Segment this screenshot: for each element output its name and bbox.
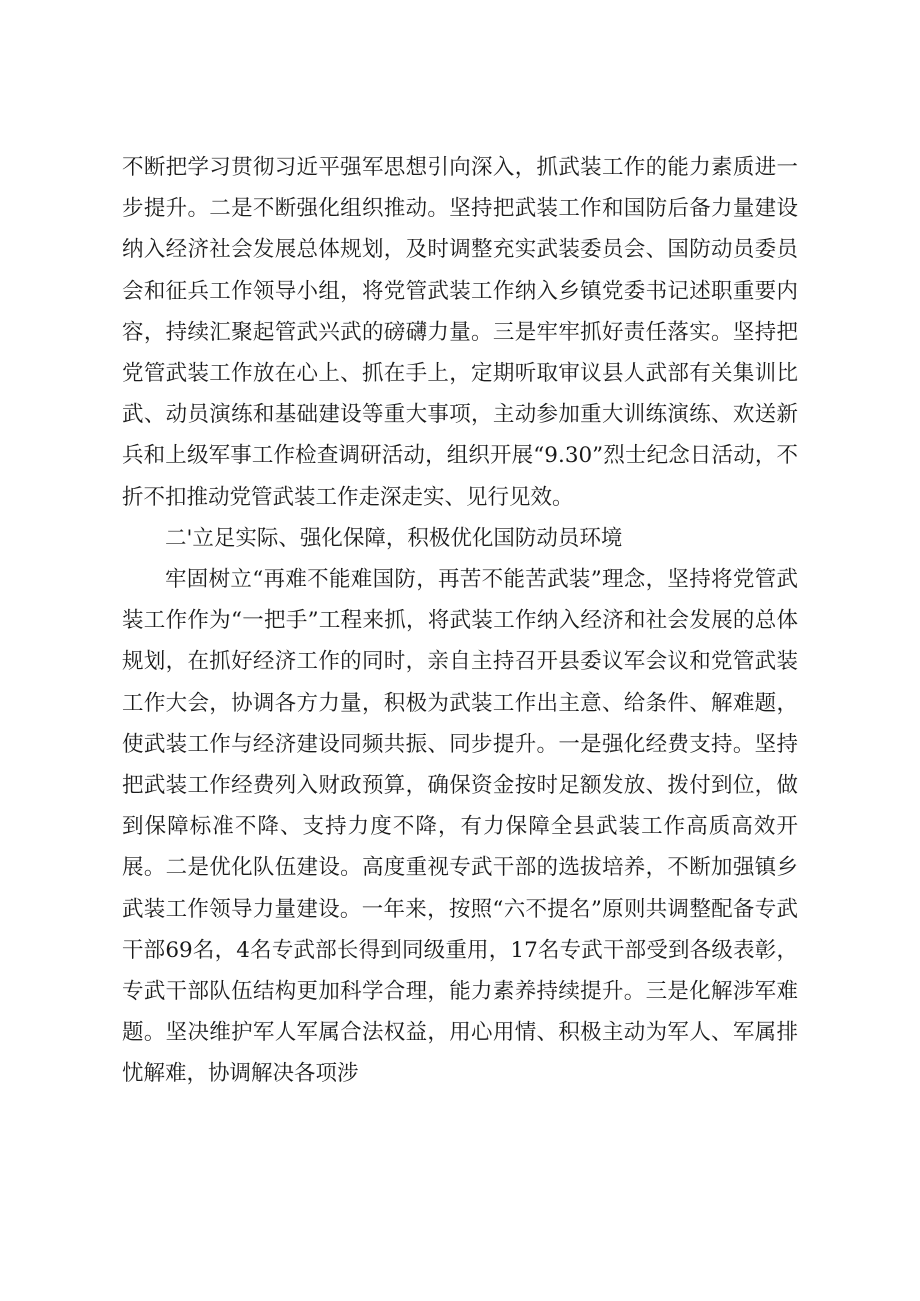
paragraph-section-two: 牢固树立“再难不能难国防，再苦不能苦武装”理念，坚持将党管武装工作作为“一把手”工程来抓，将武装工作纳入经济和社会发展的总体规划，在抓好经济工作的同时，亲自主持召开县委议军会议和党管武装工作大会，协调各方力量，积极为武装工作出主意、给条件、解难题，使武装工作与经济建设同频共振、同步提升。一是强化经费支持。坚持把武装工作经费列入财政预算，确保资金按时足额发放、拨付到位，做到保障标准不降、支持力度不降，有力保障全县武装工作高质高效开展。二是优化队伍建设。高度重视专武干部的选拔培养，不断加强镇乡武装工作领导力量建设。一年来，按照“六不提名”原则共调整配备专武干部69名，4名专武部长得到同级重用，17名专武干部受到各级表彰，专武干部队伍结构更加科学合理，能力素养持续提升。三是化解涉军难题。坚决维护军人军属合法权益，用心用情、积极主动为军人、军属排忧解难，协调解决各项涉 <box>122 567 798 1087</box>
document-body <box>122 147 798 1095</box>
section-heading: 二'立足实际、强化保障，积极优化国防动员环境 <box>165 525 623 551</box>
paragraph-continued: 不断把学习贯彻习近平强军思想引向深入，抓武装工作的能力素质进一步提升。二是不断强化组织推动。坚持把武装工作和国防后备力量建设纳入经济社会发展总体规划，及时调整充实武装委员会、国防动员委员会和征兵工作领导小组，将党管武装工作纳入乡镇党委书记述职重要内容，持续汇聚起管武兴武的磅礴力量。三是牢牢抓好责任落实。坚持把党管武装工作放在心上、抓在手上，定期听取审议县人武部有关集训比武、动员演练和基础建设等重大事项，主动参加重大训练演练、欢送新兵和上级军事工作检查调研活动，组织开展“9.30”烈士纪念日活动，不折不扣推动党管武装工作走深走实、见行见效。 <box>122 155 798 510</box>
